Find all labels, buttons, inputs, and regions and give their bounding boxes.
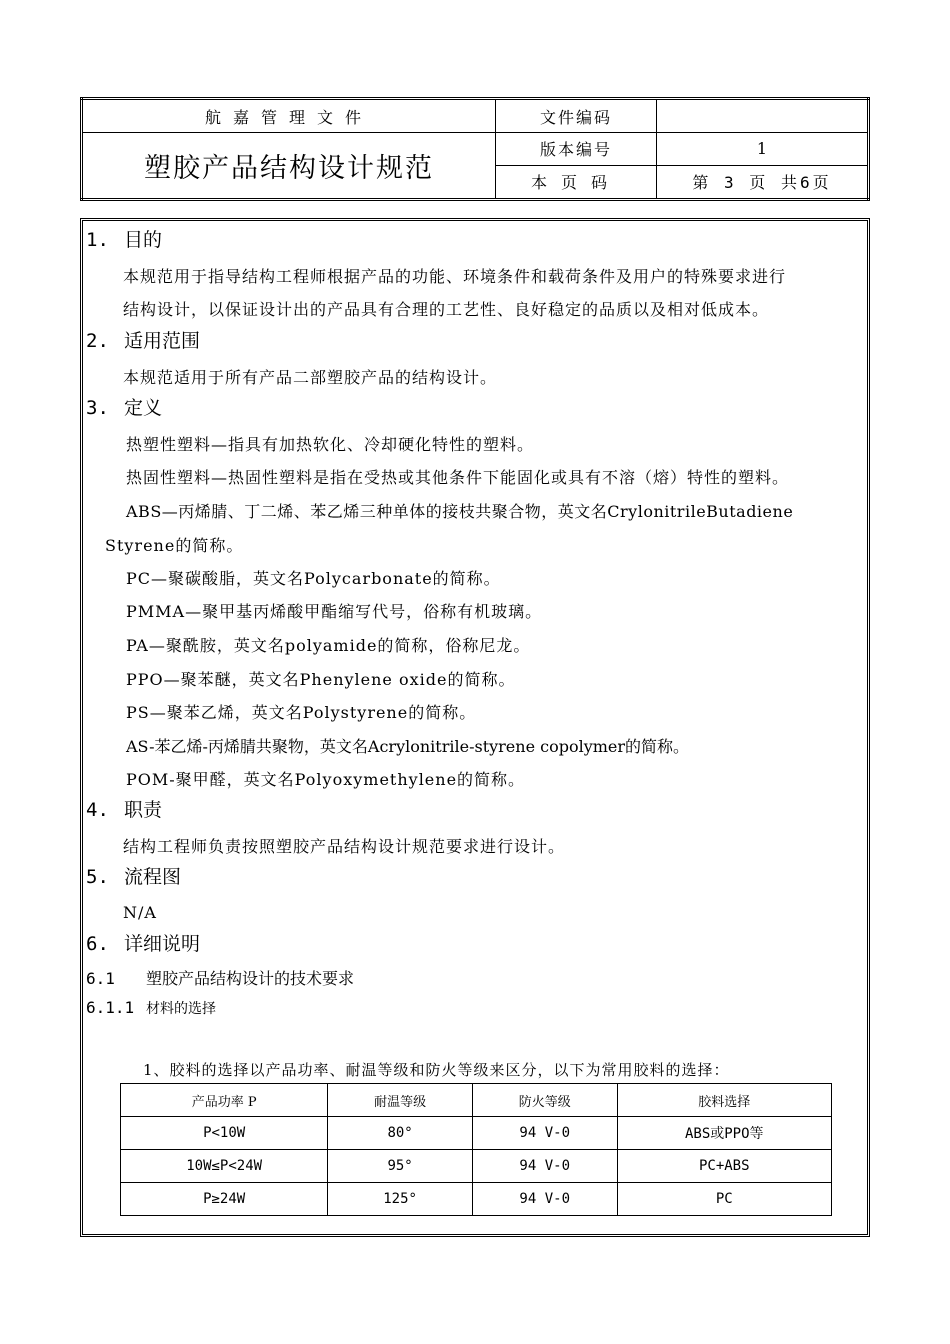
subsection-number: 6.1.1 xyxy=(86,998,135,1017)
paragraph: 本规范适用于所有产品二部塑胶产品的结构设计。 xyxy=(123,368,498,387)
company-name: 航嘉管理文件 xyxy=(82,99,496,133)
table-cell: 94 V-0 xyxy=(472,1117,617,1150)
section-title: 定义 xyxy=(124,397,163,419)
section-5-heading xyxy=(86,862,181,889)
section-6-heading xyxy=(86,929,200,956)
section-number: 1. xyxy=(86,229,109,251)
doc-code-label: 文件编码 xyxy=(496,99,657,133)
table-cell: PC xyxy=(617,1183,831,1216)
table-header-cell: 防火等级 xyxy=(472,1084,617,1117)
table-row xyxy=(121,1183,832,1216)
document-title: 塑胶产品结构设计规范 xyxy=(82,133,496,200)
paragraph: 结构设计，以保证设计出的产品具有合理的工艺性、良好稳定的品质以及相对低成本。 xyxy=(123,300,770,319)
section-3-heading xyxy=(86,393,162,420)
table-cell: ABS或PPO等 xyxy=(617,1117,831,1150)
table-cell: 80° xyxy=(328,1117,473,1150)
definition: 热固性塑料—热固性塑料是指在受热或其他条件下能固化或具有不溶（熔）特性的塑料。 xyxy=(126,468,790,487)
table-header-cell: 产品功率 P xyxy=(121,1084,328,1117)
table-cell: 10W≤P<24W xyxy=(121,1150,328,1183)
table-row xyxy=(121,1150,832,1183)
table-row xyxy=(121,1117,832,1150)
section-title: 流程图 xyxy=(124,866,182,888)
definition: PC—聚碳酸脂，英文名Polycarbonate的简称。 xyxy=(126,569,501,588)
definition: AS-苯乙烯-丙烯腈共聚物，英文名Acrylonitrile-styrene copolymer的简称。 xyxy=(126,737,690,756)
subsection-title: 塑胶产品结构设计的技术要求 xyxy=(146,969,355,988)
section-4-heading xyxy=(86,795,162,822)
definition: PA—聚酰胺，英文名polyamide的简称，俗称尼龙。 xyxy=(126,636,531,655)
page-value: 第 3 页 共6页 xyxy=(657,165,869,199)
definition: ABS—丙烯腈、丁二烯、苯乙烯三种单体的接枝共聚合物，英文名CrylonitrileButadiene xyxy=(126,502,794,521)
table-cell: 125° xyxy=(328,1183,473,1216)
paragraph: 1、胶料的选择以产品功率、耐温等级和防火等级来区分，以下为常用胶料的选择： xyxy=(143,1061,730,1079)
material-selection-table xyxy=(120,1083,832,1216)
section-title: 职责 xyxy=(124,799,163,821)
section-2-heading xyxy=(86,326,200,353)
paragraph: 本规范用于指导结构工程师根据产品的功能、环境条件和载荷条件及用户的特殊要求进行 xyxy=(123,267,787,286)
table-cell: 95° xyxy=(328,1150,473,1183)
section-number: 3. xyxy=(86,397,109,419)
table-header-cell: 耐温等级 xyxy=(328,1084,473,1117)
subsection-6-1-heading xyxy=(86,966,354,989)
table-header-row xyxy=(121,1084,832,1117)
document-header xyxy=(80,97,870,201)
subsection-number: 6.1 xyxy=(86,969,115,988)
section-1-heading xyxy=(86,225,162,252)
subsection-6-1-1-heading xyxy=(86,998,216,1018)
table-cell: 94 V-0 xyxy=(472,1183,617,1216)
section-title: 目的 xyxy=(124,229,163,251)
page-label: 本页码 xyxy=(496,165,657,199)
table-cell: P≥24W xyxy=(121,1183,328,1216)
version-label: 版本编号 xyxy=(496,133,657,166)
section-number: 5. xyxy=(86,866,109,888)
document-body xyxy=(80,218,870,1237)
section-title: 详细说明 xyxy=(124,933,201,955)
definition: PS—聚苯乙烯，英文名Polystyrene的简称。 xyxy=(126,703,477,722)
paragraph: 结构工程师负责按照塑胶产品结构设计规范要求进行设计。 xyxy=(123,837,566,856)
definition: PMMA—聚甲基丙烯酸甲酯缩写代号，俗称有机玻璃。 xyxy=(126,602,543,621)
definition: 热塑性塑料—指具有加热软化、冷却硬化特性的塑料。 xyxy=(126,435,535,454)
section-number: 2. xyxy=(86,330,109,352)
section-number: 6. xyxy=(86,933,109,955)
definition: POM-聚甲醛，英文名Polyoxymethylene的简称。 xyxy=(126,770,526,789)
section-number: 4. xyxy=(86,799,109,821)
definition: Styrene的简称。 xyxy=(105,536,244,555)
section-title: 适用范围 xyxy=(124,330,201,352)
version-value: 1 xyxy=(657,133,869,166)
table-cell: PC+ABS xyxy=(617,1150,831,1183)
table-cell: 94 V-0 xyxy=(472,1150,617,1183)
definition: PPO—聚苯醚，英文名Phenylene oxide的简称。 xyxy=(126,670,516,689)
table-header-cell: 胶料选择 xyxy=(617,1084,831,1117)
doc-code-value xyxy=(657,99,869,133)
subsection-title: 材料的选择 xyxy=(146,1001,216,1017)
paragraph: N/A xyxy=(123,903,157,922)
table-cell: P<10W xyxy=(121,1117,328,1150)
